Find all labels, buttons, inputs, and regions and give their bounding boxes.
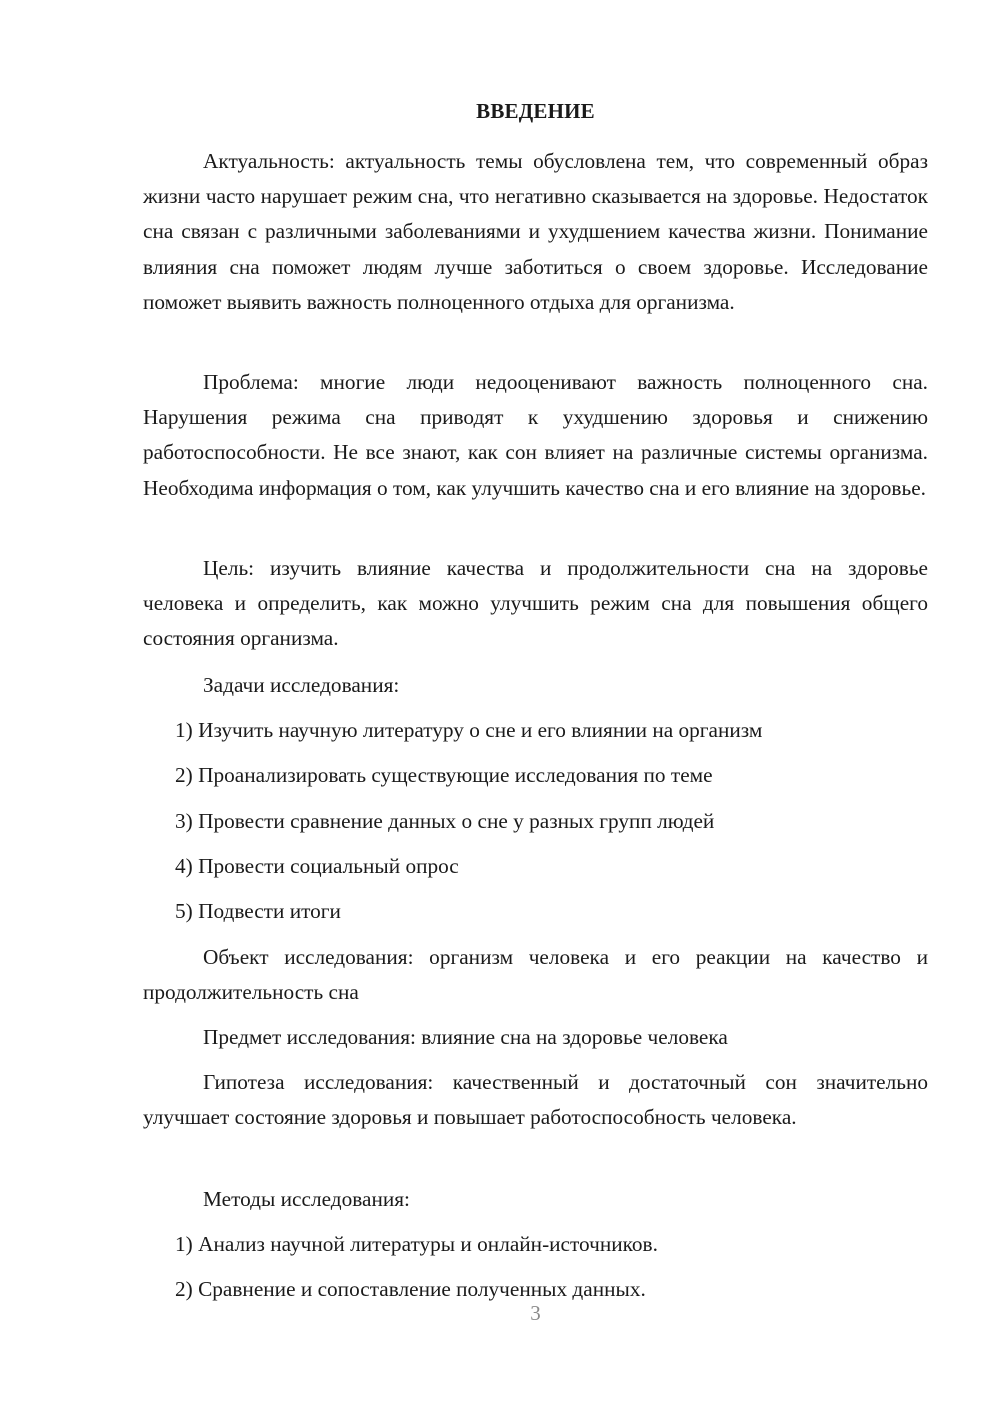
task-item: 2) Проанализировать существующие исследования по теме [175,763,713,787]
subject-paragraph: Предмет исследования: влияние сна на здоровье человека [203,1025,728,1049]
problem-paragraph: Проблема: многие люди недооценивают важность полноценного сна. Нарушения режима сна приводят к ухудшению здоровья и снижению работоспособности. Не все знают, как сон влияет на различные системы организма. Необходима информация о том, как улучшить качество сна и его влияние на здоровье. [143,370,928,500]
method-item: 1) Анализ научной литературы и онлайн-источников. [175,1232,658,1256]
relevance-paragraph: Актуальность: актуальность темы обусловлена тем, что современный образ жизни часто нарушает режим сна, что негативно сказывается на здоровье. Недостаток сна связан с различными заболеваниями и ухудшением качества жизни. Понимание влияния сна поможет людям лучше заботиться о своем здоровье. Исследование поможет выявить важность полноценного отдыха для организма. [143,149,928,314]
methods-heading: Методы исследования: [203,1187,410,1211]
tasks-heading: Задачи исследования: [203,673,400,697]
goal-paragraph: Цель: изучить влияние качества и продолжительности сна на здоровье человека и определить, как можно улучшить режим сна для повышения общего состояния организма. [143,556,928,651]
page-number: 3 [530,1301,541,1325]
hypothesis-paragraph: Гипотеза исследования: качественный и достаточный сон значительно улучшает состояние здоровья и повышает работоспособность человека. [143,1070,928,1130]
object-paragraph: Объект исследования: организм человека и его реакции на качество и продолжительность сна [143,945,928,1005]
section-title: ВВЕДЕНИЕ [476,99,595,123]
task-item: 5) Подвести итоги [175,899,341,923]
task-item: 3) Провести сравнение данных о сне у разных групп людей [175,809,715,833]
method-item: 2) Сравнение и сопоставление полученных данных. [175,1277,646,1301]
task-item: 4) Провести социальный опрос [175,854,459,878]
task-item: 1) Изучить научную литературу о сне и его влиянии на организм [175,718,763,742]
